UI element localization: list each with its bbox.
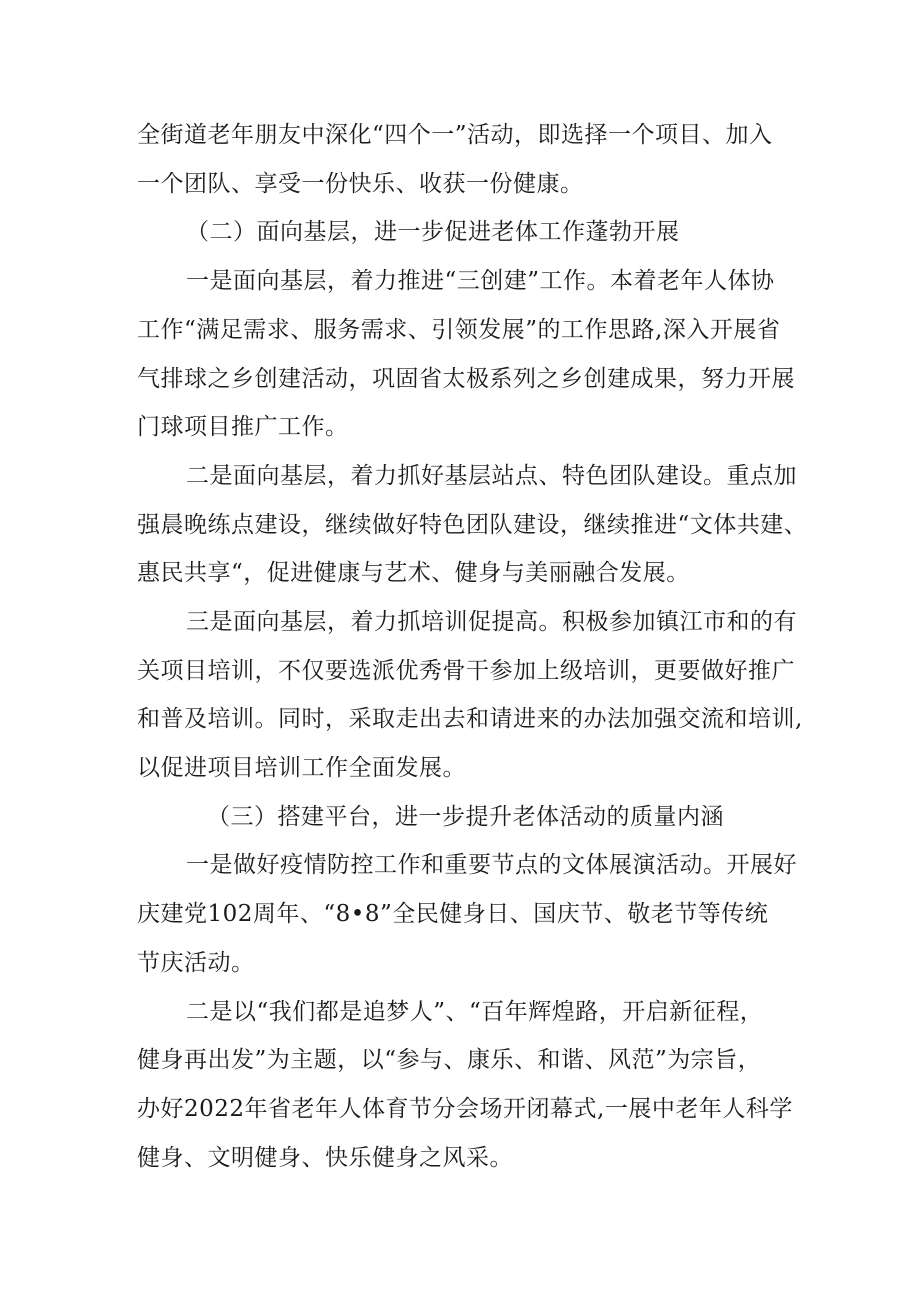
paragraph-line: 门球项目推广工作。: [137, 414, 349, 440]
paragraph-line: 一是做好疫情防控工作和重要节点的文体展演活动。开展好: [186, 852, 797, 878]
paragraph-line: 二是面向基层，着力抓好基层站点、特色团队建设。重点加: [186, 463, 797, 489]
section-heading: （二）面向基层，进一步促进老体工作蓬勃开展: [186, 219, 680, 245]
paragraph-line: 庆建党102周年、“8•8”全民健身日、国庆节、敬老节等传统: [137, 901, 769, 927]
paragraph-line: 关项目培训，不仅要选派优秀骨干参加上级培训，更要做好推广: [137, 658, 795, 684]
paragraph-line: 健身再出发”为主题，以“参与、康乐、和谐、风范”为宗旨，: [137, 1047, 762, 1073]
paragraph-line: 工作“满足需求、服务需求、引领发展”的工作思路,深入开展省: [137, 317, 781, 343]
paragraph-line: 三是面向基层，着力抓培训促提高。积极参加镇江市和的有: [186, 609, 797, 635]
paragraph-line: 健身、文明健身、快乐健身之风采。: [137, 1145, 513, 1171]
paragraph-line: 以促进项目培训工作全面发展。: [137, 755, 466, 781]
paragraph-line: 节庆活动。: [137, 950, 255, 976]
paragraph-line: 办好2022年省老年人体育节分会场开闭幕式,一展中老年人科学: [137, 1096, 793, 1122]
paragraph-line: 一个团队、享受一份快乐、收获一份健康。: [137, 171, 584, 197]
paragraph-line: 二是以“我们都是追梦人”、“百年辉煌路，开启新征程，: [186, 999, 764, 1025]
paragraph-line: 强晨晚练点建设，继续做好特色团队建设，继续推进“文体共建、: [137, 512, 808, 538]
paragraph-line: 一是面向基层，着力推进“三创建”工作。本着老年人体协: [186, 268, 775, 294]
paragraph-line: 惠民共享“，促进健康与艺术、健身与美丽融合发展。: [137, 560, 690, 586]
paragraph-line: 气排球之乡创建活动，巩固省太极系列之乡创建成果，努力开展: [137, 366, 795, 392]
paragraph-line: 全街道老年朋友中深化“四个一”活动，即选择一个项目、加入: [137, 122, 773, 148]
section-heading: （三）搭建平台，进一步提升老体活动的质量内涵: [207, 804, 724, 830]
paragraph-line: 和普及培训。同时，采取走出去和请进来的办法加强交流和培训,: [137, 706, 803, 732]
